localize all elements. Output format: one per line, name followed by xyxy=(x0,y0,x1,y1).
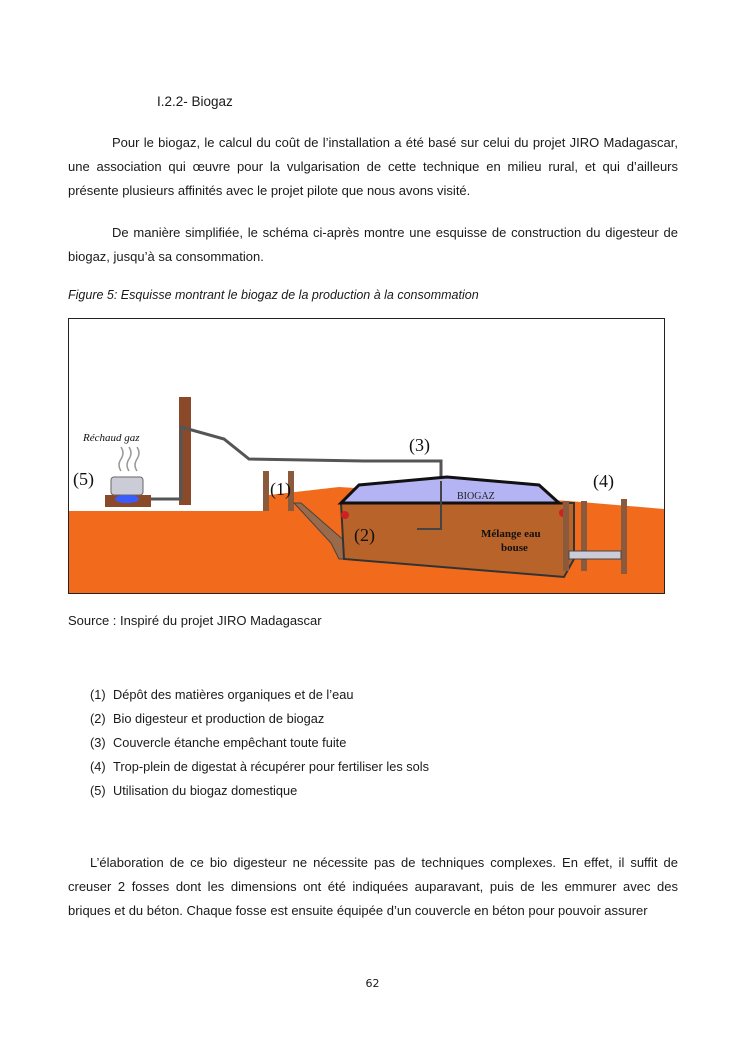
intro-paragraph: Pour le biogaz, le calcul du coût de l’installation a été basé sur celui du projet JIRO Madagascar, une association qui œuvre pour la vulgarisation de cette technique en milieu rural, et qui d’ailleurs présente plusieurs affinités avec le projet pilote que nous avons visité. xyxy=(68,135,678,198)
legend-text: Bio digesteur et production de biogaz xyxy=(113,711,325,726)
label-5: (5) xyxy=(73,469,94,489)
gas-dome xyxy=(341,477,559,503)
legend-text: Utilisation du biogaz domestique xyxy=(113,783,298,798)
label-3: (3) xyxy=(409,435,430,455)
page-number: 62 xyxy=(365,977,380,990)
figure-source: Source : Inspiré du projet JIRO Madagascar xyxy=(68,613,322,628)
legend-item xyxy=(90,779,429,803)
legend-list xyxy=(90,683,429,803)
legend-item xyxy=(90,731,429,755)
melange-label-1: Mélange eau xyxy=(481,528,541,540)
legend-text: Couvercle étanche empêchant toute fuite xyxy=(113,735,347,750)
outlet-channel xyxy=(569,551,621,559)
stove-pot xyxy=(111,477,143,495)
schema-paragraph: De manière simplifiée, le schéma ci-après montre une esquisse de construction du digesteur de biogaz, jusqu’à sa consommation. xyxy=(68,225,678,264)
legend-text: Dépôt des matières organiques et de l’eau xyxy=(113,687,354,702)
legend-item xyxy=(90,683,429,707)
section-heading: I.2.2- Biogaz xyxy=(157,94,233,109)
legend-num: (2) xyxy=(90,711,106,726)
biogas-diagram xyxy=(68,318,665,594)
label-4: (4) xyxy=(593,471,614,491)
inlet-wall-left xyxy=(263,471,269,511)
flame-icon xyxy=(115,495,139,503)
legend-num: (3) xyxy=(90,735,106,750)
outlet-wall-right xyxy=(621,499,627,574)
steam-icon xyxy=(119,447,139,471)
legend-num: (1) xyxy=(90,687,106,702)
legend-item xyxy=(90,755,429,779)
outlet-wall-mid xyxy=(581,501,587,571)
label-2: (2) xyxy=(354,525,375,545)
biogaz-label: BIOGAZ xyxy=(457,491,495,502)
legend-num: (4) xyxy=(90,759,106,774)
rechaud-label: Réchaud gaz xyxy=(83,432,140,444)
figure-caption: Figure 5: Esquisse montrant le biogaz de la production à la consommation xyxy=(68,288,479,302)
label-1: (1) xyxy=(270,479,291,499)
legend-num: (5) xyxy=(90,783,106,798)
melange-label-2: bouse xyxy=(501,542,528,554)
closing-paragraph: L’élaboration de ce bio digesteur ne nécessite pas de techniques complexes. En effet, il suffit de creuser 2 fosses dont les dimensions ont été indiquées auparavant, puis de les emmurer avec des briques et du béton. Chaque fosse est ensuite équipée d’un couvercle en béton pour pouvoir assurer xyxy=(68,855,678,918)
legend-text: Trop-plein de digestat à récupérer pour fertiliser les sols xyxy=(113,759,430,774)
valve-left-icon xyxy=(341,511,349,519)
outlet-wall-left xyxy=(563,501,569,571)
legend-item xyxy=(90,707,429,731)
